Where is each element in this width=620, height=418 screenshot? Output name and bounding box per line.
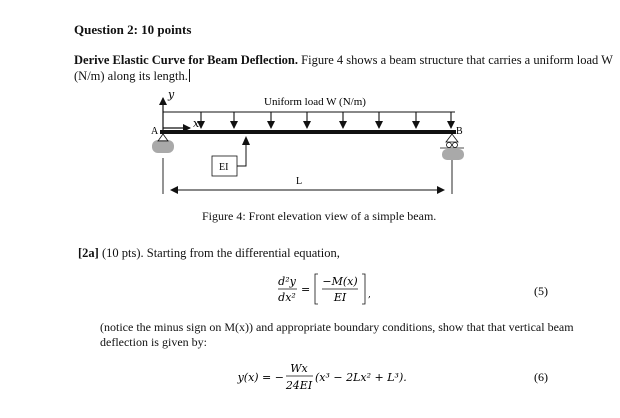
y-axis-label: y (168, 88, 175, 101)
eq5-rhs-denominator: EI (333, 291, 347, 304)
note-line-1: (notice the minus sign on M(x)) and appropriate boundary conditions, show that that vertical beam (100, 320, 574, 334)
intro-line2-text: (N/m) along its length. (74, 69, 188, 83)
x-axis-label: x (193, 117, 200, 130)
eq6-lhs: y(x) = − (237, 371, 284, 384)
eq5-lhs-denominator: dx² (278, 291, 296, 304)
equation-6 (237, 362, 407, 392)
load-label: Uniform load W (N/m) (264, 96, 366, 108)
length-label: L (296, 176, 303, 187)
intro-bold-heading: Derive Elastic Curve for Beam Deflection. (74, 53, 299, 67)
eq6-number: (6) (534, 370, 548, 384)
part-label: [2a] (78, 246, 99, 260)
boundary-note (100, 320, 574, 350)
svg-text:,: , (368, 290, 371, 300)
beam (160, 130, 456, 134)
eq5-left-bracket (315, 274, 318, 304)
eq6-rhs: (x³ − 2Lx² + L³). (315, 371, 407, 384)
eq6-fraction-denominator: 24EI (285, 379, 313, 392)
part-2a-heading (78, 246, 340, 261)
eq5-rhs-numerator: −M(x) (322, 275, 358, 288)
ei-pointer-head (242, 136, 250, 145)
question-title: Question 2: 10 points (74, 22, 192, 37)
note-line-2: deflection is given by: (100, 335, 207, 349)
eq5-equals: = (301, 283, 311, 296)
eq5-right-bracket (362, 274, 365, 304)
part-text: (10 pts). Starting from the differential equation, (98, 246, 340, 260)
point-b-label: B (456, 126, 463, 137)
eq5-lhs-numerator: d²y (278, 275, 296, 288)
intro-line1-text: Figure 4 shows a beam structure that carries a uniform load W (298, 53, 613, 67)
eq6-fraction-numerator: Wx (290, 362, 308, 375)
point-a-label: A (151, 126, 159, 137)
equation-5 (278, 274, 371, 304)
figure-caption: Figure 4: Front elevation view of a simple beam. (202, 209, 437, 223)
roller-support-right (440, 134, 464, 160)
load-arrows (201, 112, 451, 128)
ei-label: EI (219, 162, 229, 173)
eq5-number: (5) (534, 284, 548, 298)
